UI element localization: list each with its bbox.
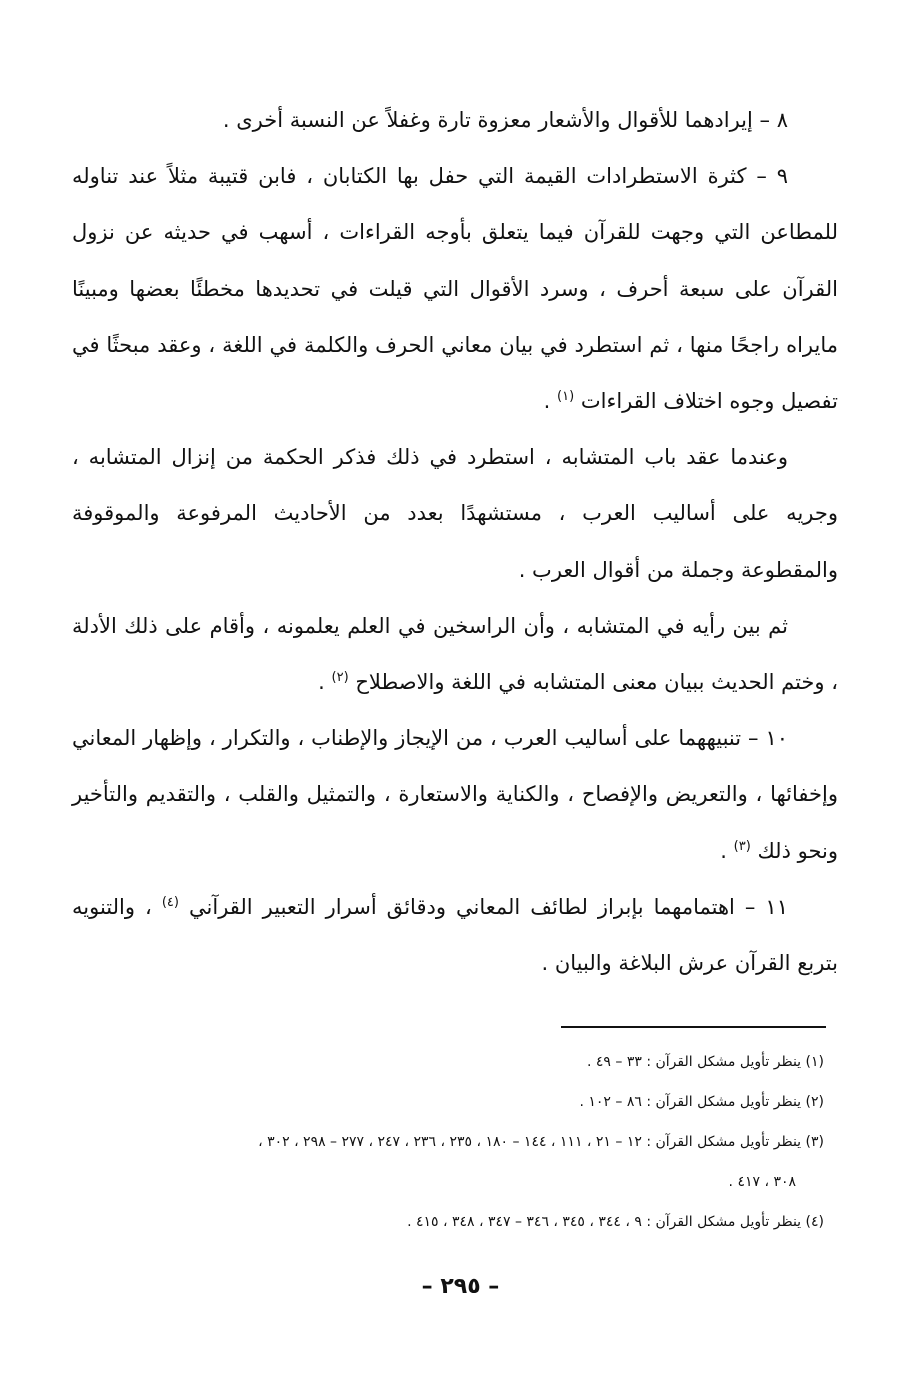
footnotes [72,1042,824,1242]
page-number: – ٢٩٥ – [421,1274,500,1299]
paragraph-mutashabih [72,429,838,598]
rasikhin-text: ثم بين رأيه في المتشابه ، وأن الراسخين في العلم يعلمونه ، وأقام على ذلك الأدلة ، وختم الحديث ببيان معنى المتشابه في اللغة والاصطلاح [72,613,838,695]
footnote-marker: (١) [805,1054,824,1070]
main-text [72,92,838,991]
paragraph-item-8 [72,92,838,148]
footnote-ref-3: (٣) [733,838,751,854]
item-10-text: ١٠ – تنبيههما على أساليب العرب ، من الإيجاز والإطناب ، والتكرار ، وإظهار المعاني وإخفائها ، والتعريض والإفصاح ، والكناية والاستعارة ، والتمثيل والقلب ، والتقديم والتأخير ونحو ذلك [72,726,838,863]
item-9-end: . [543,389,551,414]
footnote-marker: (٤) [805,1214,824,1230]
rasikhin-end: . [318,670,325,695]
footnote-1 [72,1042,824,1082]
footnote-text: ينظر تأويل مشكل القرآن : ٩ ، ٣٤٤ ، ٣٤٥ ، ٣٤٦ – ٣٤٧ ، ٣٤٨ ، ٤١٥ . [407,1214,802,1230]
footnote-text: ينظر تأويل مشكل القرآن : ٨٦ – ١٠٢ . [579,1094,802,1110]
footnote-divider [561,1026,826,1028]
mutashabih-text: وعندما عقد باب المتشابه ، استطرد في ذلك فذكر الحكمة من إنزال المتشابه ، وجريه على أساليب العرب ، مستشهدًا بعدد من الأحاديث المرفوعة والموقوفة والمقطوعة وجملة من أقوال العرب . [72,445,838,582]
paragraph-item-11 [72,879,838,991]
item-9-text: ٩ – كثرة الاستطرادات القيمة التي حفل بها الكتابان ، فابن قتيبة مثلاً عند تناوله للمطاعن التي وجهت للقرآن فيما يتعلق بأوجه القراءات ، أسهب في حديثه عن نزول القرآن على سبعة أحرف ، وسرد الأقوال التي قيلت في تحديدها مخطئًا بعضها ومبينًا مايراه راجحًا منها ، ثم استطرد في بيان معاني الحرف والكلمة في اللغة ، وعقد مبحثًا في تفصيل وجوه اختلاف القراءات [72,164,838,414]
footnote-text: ينظر تأويل مشكل القرآن : ١٢ – ٢١ ، ١١١ ، ١٤٤ – ١٨٠ ، ٢٣٥ ، ٢٣٦ ، ٢٤٧ ، ٢٧٧ – ٢٩٨ ، ٣٠٢ ، [258,1134,802,1150]
footnote-3-continuation [72,1162,824,1202]
footnote-ref-4: (٤) [161,894,179,910]
item-8-text: ٨ – إيرادهما للأقوال والأشعار معزوة تارة وغفلاً عن النسبة أخرى . [222,108,788,132]
footnote-marker: (٣) [805,1134,824,1150]
paragraph-item-9 [72,148,838,429]
footnote-text: ينظر تأويل مشكل القرآن : ٣٣ – ٤٩ . [586,1054,802,1070]
footnote-4 [72,1202,824,1242]
paragraph-rasikhin [72,598,838,710]
footnote-ref-1: (١) [557,389,575,405]
paragraph-item-10 [72,710,838,879]
footnote-marker: (٢) [805,1094,824,1110]
footnote-ref-2: (٢) [331,670,349,686]
item-11-text: ١١ – اهتمامهما بإبراز لطائف المعاني ودقائق أسرار التعبير القرآني [189,894,788,919]
footnote-2 [72,1082,824,1122]
item-10-end: . [720,838,727,863]
footnote-3 [72,1122,824,1162]
item-11-text-end: ، والتنويه بتربع القرآن عرش البلاغة والبيان . [72,894,838,976]
footnote-text: ٣٠٨ ، ٤١٧ . [728,1174,796,1190]
